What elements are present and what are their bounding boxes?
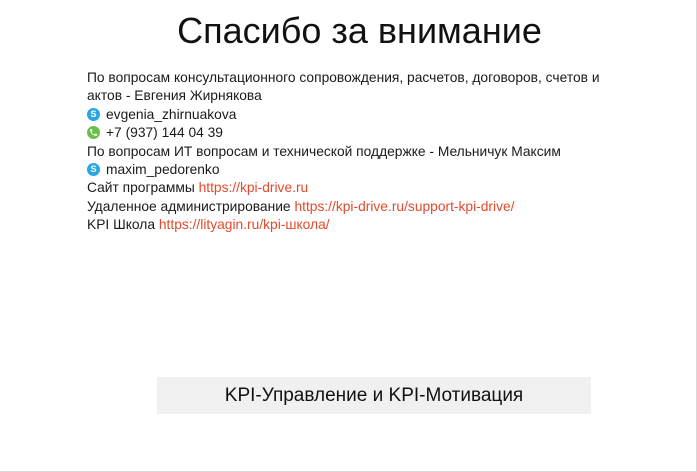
school-link[interactable]: https://lityagin.ru/kpi-школа/ — [158, 217, 330, 233]
footer-banner: KPI-Управление и KPI-Мотивация — [157, 377, 591, 414]
it-skype: maxim_pedorenko — [106, 162, 220, 178]
site-label: Сайт программы — [87, 180, 195, 196]
phone-icon — [87, 126, 100, 139]
it-skype-row — [87, 161, 627, 179]
skype-icon — [87, 108, 100, 121]
school-label: KPI Школа — [87, 217, 156, 233]
consulting-skype: evgenia_zhirnuakova — [106, 106, 237, 122]
site-link[interactable]: https://kpi-drive.ru — [198, 180, 309, 196]
consulting-skype-row — [87, 106, 627, 124]
remote-link[interactable]: https://kpi-drive.ru/support-kpi-drive/ — [294, 198, 515, 214]
school-row — [87, 216, 627, 234]
slide-title: Спасибо за внимание — [177, 10, 542, 51]
skype-icon — [87, 163, 100, 176]
site-row — [87, 179, 627, 197]
remote-label: Удаленное администрирование — [87, 198, 291, 214]
consulting-phone: +7 (937) 144 04 39 — [106, 125, 223, 141]
consulting-text: По вопросам консультационного сопровождения, расчетов, договоров, счетов и актов - Евгения Жирнякова — [87, 70, 600, 104]
remote-row — [87, 198, 627, 216]
contacts-block — [87, 69, 627, 235]
it-text: По вопросам ИТ вопросам и технической поддержке - Мельничук Максим — [87, 143, 561, 159]
consulting-phone-row — [87, 124, 627, 142]
